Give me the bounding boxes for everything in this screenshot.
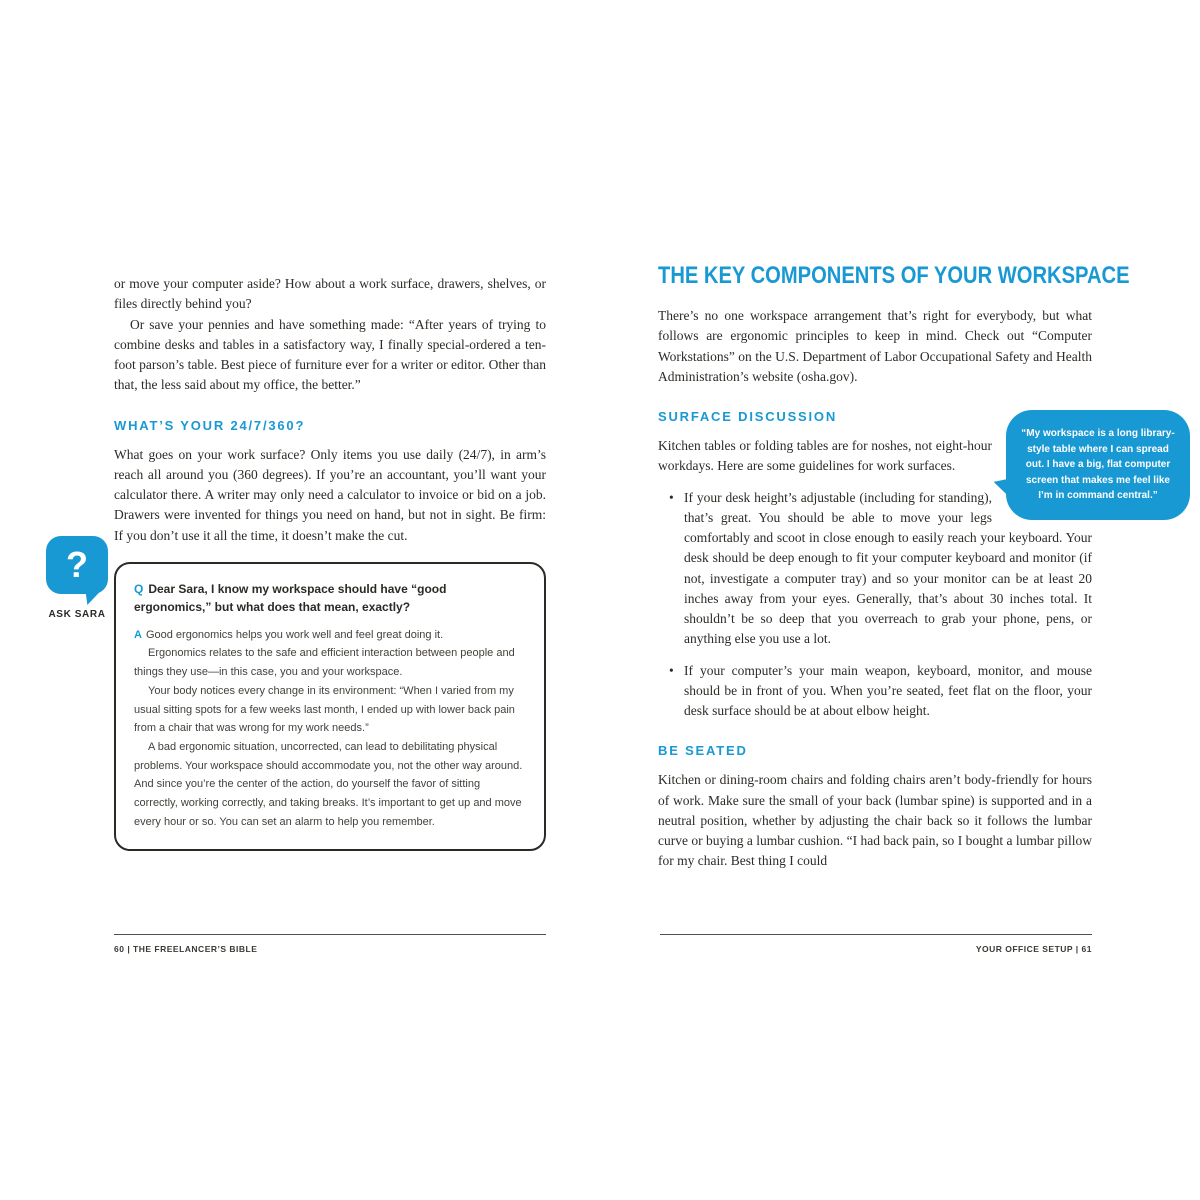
a-label: A (134, 628, 142, 641)
paragraph: Kitchen or dining-room chairs and folding chairs aren’t body-friendly for hours of work. Make sure the small of your back (lumbar spine) is supported and in a neutral position, whether by adjusting the chair back so it follows the lumbar curve or buying a lumbar cushion. “I had back pain, so I bought a lumbar pillow for my chair. Best thing I could (658, 772, 1092, 869)
question-text: Dear Sara, I know my workspace should have “good ergonomics,” but what does that mean, exactly? (134, 581, 447, 614)
paragraph: What goes on your work surface? Only items you use daily (24/7), in arm’s reach all around you (360 degrees). If you’re an accountant, you’ll want your calculator there. A writer may only need a calculator to invoice or bid on a job. Drawers were invented for things you need on hand, but not in sight. Be firm: If you don’t use it all the time, it doesn’t make the cut. (114, 446, 546, 543)
q-label: Q (134, 581, 144, 596)
ask-sara-qa-box (114, 562, 546, 852)
section-heading-247360: WHAT’S YOUR 24/7/360? (114, 417, 306, 433)
pull-quote-text: “My workspace is a long library-style table where I can spread out. I have a big, flat computer screen that makes me feel like I’m in command central.” (1021, 428, 1175, 501)
intro-paragraph: There’s no one workspace arrangement that’s right for everybody, but what follows are ergonomic principles to keep in mind. Check out “Computer Workstations” on the U.S. Department of Labor Occupational Safety and Health Administration’s website (osha.gov). (658, 308, 1092, 384)
answer-paragraph (134, 626, 526, 645)
right-page-footer: YOUR OFFICE SETUP | 61 (660, 934, 1092, 954)
left-page-footer: 60 | THE FREELANCER’S BIBLE (114, 934, 546, 954)
answer-paragraph: Your body notices every change in its environment: “When I varied from my usual sitting spots for a few weeks last month, I ended up with lower back pain from a chair that was wrong for my work needs.” (134, 684, 515, 735)
question-line (134, 580, 526, 616)
left-page (114, 274, 546, 851)
answer-text: Good ergonomics helps you work well and feel great doing it. (145, 628, 444, 641)
answer-paragraph: Ergonomics relates to the safe and efficient interaction between people and things they use—in this case, you and your workspace. (134, 647, 515, 679)
ask-sara-marker (38, 536, 116, 620)
paragraph: Or save your pennies and have something made: “After years of trying to combine desks and tables in a satisfactory way, I finally special-ordered a ten-foot parson’s table. Best piece of furniture ever for a writer or editor. Other than that, the less said about my office, the better.” (114, 316, 546, 393)
question-mark-glyph: ? (66, 544, 88, 585)
pull-quote-speech-bubble (1006, 410, 1190, 520)
bullet-marker: • (669, 489, 674, 505)
bullet-marker: • (669, 662, 674, 678)
bullet-text: If your computer’s your main weapon, keyboard, monitor, and mouse should be in front of you. When you’re seated, feet flat on the floor, your desk surface should be at about elbow height. (684, 662, 1092, 718)
bullet-item (658, 661, 1092, 722)
section-heading-surface: SURFACE DISCUSSION (658, 409, 838, 424)
paragraph-continuation: or move your computer aside? How about a work surface, drawers, shelves, or files directly behind you? (114, 276, 546, 312)
question-mark-bubble-icon (46, 536, 108, 594)
section-heading-seated: BE SEATED (658, 743, 748, 759)
ask-sara-label: ASK SARA (48, 609, 106, 620)
chapter-title: THE KEY COMPONENTS OF YOUR WORKSPACE (658, 262, 1130, 289)
paragraph: Kitchen tables or folding tables are for noshes, not eight-hour workdays. Here are some guidelines for work surfaces. (658, 438, 992, 474)
bullet-text: If your desk height’s adjustable (including for standing), that’s great. You should be able to move your legs comfortably and scoot in close enough to easily reach your keyboard. Your desk should be deep enough to fit your computer keyboard and monitor (if not, investigate a computer tray) and so your monitor can be at least 20 inches away from your eyes. Generally, that’s about 30 inches total. It shouldn’t be so deep that you overreach to grab your phone, pens, or anything else you use a lot. (684, 489, 1092, 647)
answer-paragraph: A bad ergonomic situation, uncorrected, can lead to debilitating physical problems. Your workspace should accommodate you, not the other way around. And since you’re the center of the action, do yourself the favor of sitting correctly, working correctly, and taking breaks. It’s important to get up and move every hour or so. You can set an alarm to help you remember. (134, 740, 523, 828)
